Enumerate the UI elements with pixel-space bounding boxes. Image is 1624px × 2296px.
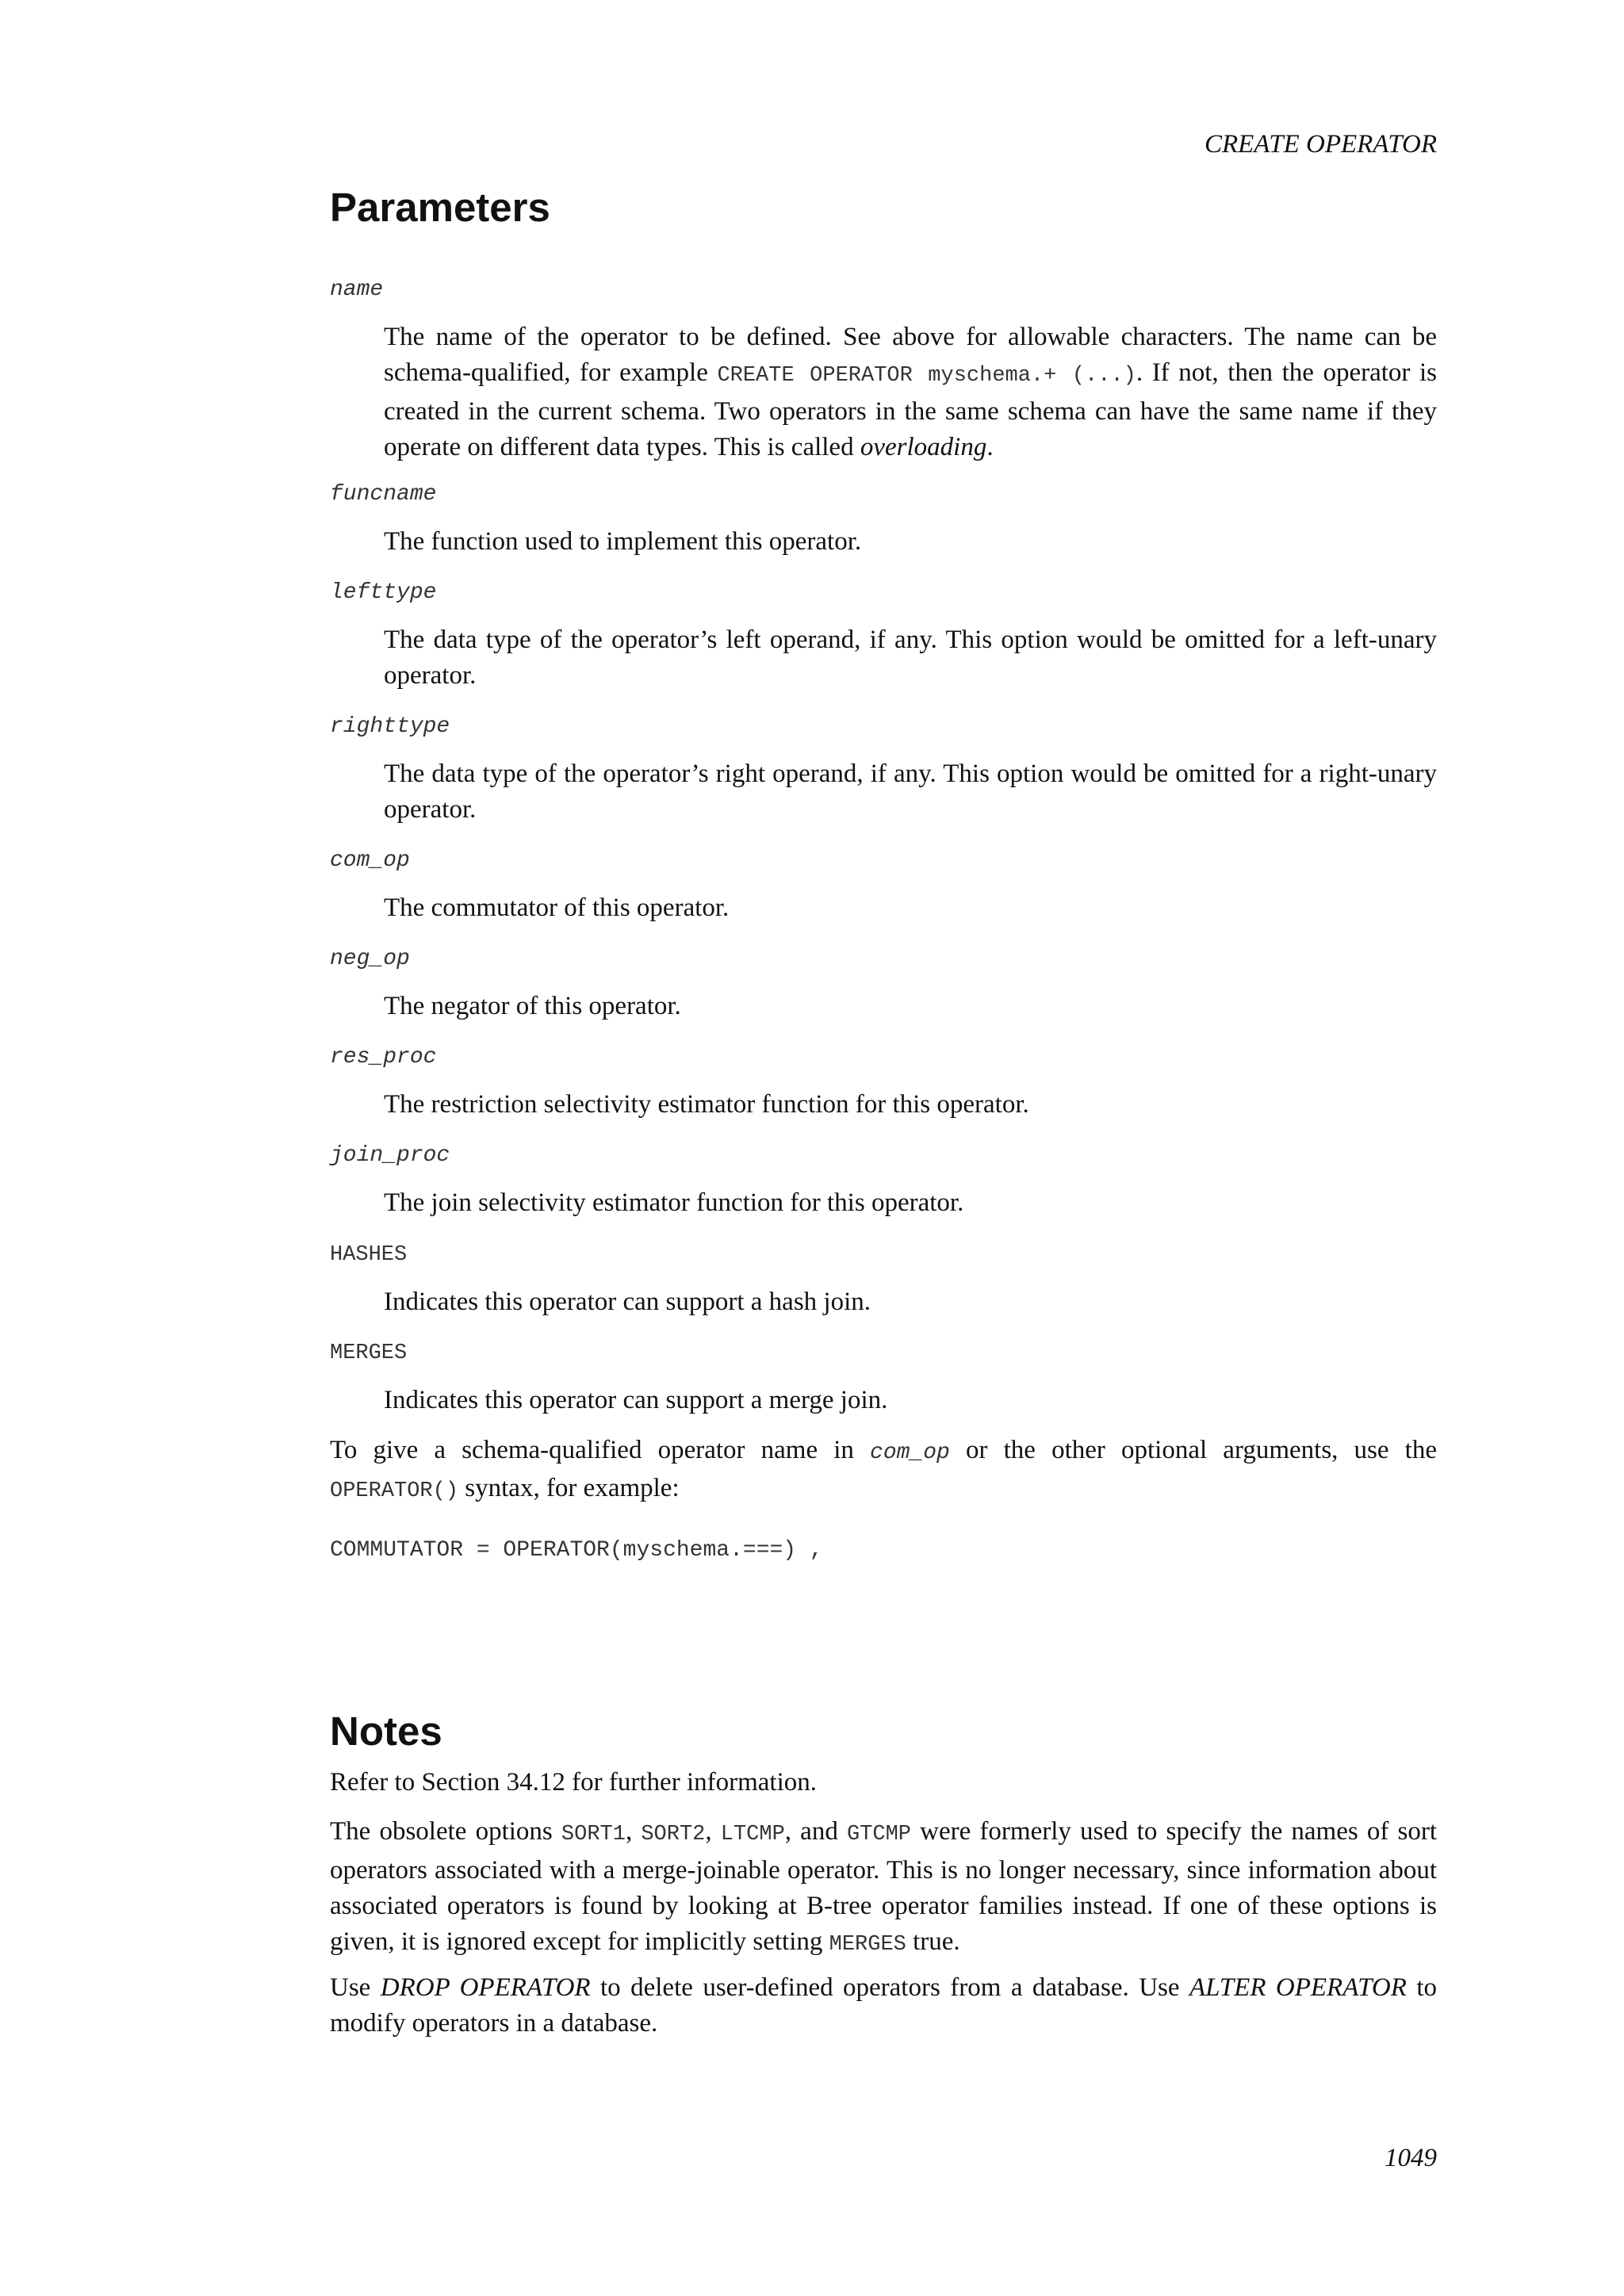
- param-term-com-op: com_op: [330, 848, 410, 873]
- notes-p2-code-sort2: SORT2: [641, 1823, 706, 1846]
- param-term-lefttype: lefttype: [330, 580, 437, 605]
- param-desc-name-text-3: .: [986, 433, 994, 461]
- schema-qualified-note: [330, 1433, 1437, 1510]
- schema-note-text-1: To give a schema-qualified operator name in: [330, 1436, 871, 1464]
- notes-paragraph-3: [330, 1970, 1437, 2042]
- param-desc-hashes: Indicates this operator can support a hash join.: [384, 1288, 871, 1316]
- notes-p3-text-1: Use: [330, 1973, 381, 2002]
- page-number: 1049: [1385, 2144, 1437, 2172]
- param-desc-neg-op: The negator of this operator.: [384, 992, 681, 1020]
- notes-p2-code-gtcmp: GTCMP: [846, 1823, 911, 1846]
- notes-p2-code-ltcmp: LTCMP: [720, 1823, 785, 1846]
- param-desc-name-text-2: . If not, then the operator is created in the current schema. Two operators in the same schema can have the same name if they operate on different data types. This is called: [384, 358, 1437, 461]
- param-desc-com-op: The commutator of this operator.: [384, 894, 730, 922]
- notes-p3-alter-operator: ALTER OPERATOR: [1189, 1973, 1407, 2002]
- param-term-join-proc: join_proc: [330, 1143, 450, 1168]
- param-term-funcname: funcname: [330, 482, 437, 507]
- param-term-merges: MERGES: [330, 1341, 408, 1365]
- notes-p3-text-2: to delete user-defined operators from a database. Use: [590, 1973, 1189, 2002]
- running-head: CREATE OPERATOR: [1204, 130, 1437, 159]
- notes-paragraph-2: [330, 1814, 1437, 1963]
- param-desc-res-proc: The restriction selectivity estimator function for this operator.: [384, 1090, 1029, 1119]
- param-desc-lefttype: The data type of the operator’s left operand, if any. This option would be omitted for a left-unary operator.: [384, 626, 1437, 690]
- schema-note-code-operator: OPERATOR(): [330, 1479, 459, 1503]
- notes-p2-sep-2: ,: [705, 1817, 721, 1846]
- notes-p3-drop-operator: DROP OPERATOR: [380, 1973, 591, 2002]
- document-page: [330, 0, 1437, 2296]
- param-desc-name: [384, 320, 1437, 465]
- param-desc-name-text-1: The name of the operator to be defined. See above for allowable characters. The name can be schema-qualified, for example: [384, 323, 1437, 387]
- notes-p2-sep-1: ,: [625, 1817, 642, 1846]
- param-term-righttype: righttype: [330, 714, 450, 739]
- param-desc-name-code: CREATE OPERATOR myschema.+ (...): [717, 364, 1136, 388]
- notes-p2-text-2: were formerly used to specify the names of sort operators associated with a merge-joinable operator. This is no longer necessary, since information about associated operators is found by looking at B-tree operator families instead. If one of these options is given, it is ignored except for implicitly setting: [330, 1817, 1437, 1956]
- param-term-neg-op: neg_op: [330, 947, 410, 971]
- notes-heading: Notes: [330, 1709, 442, 1754]
- param-term-name: name: [330, 277, 384, 302]
- param-term-hashes: HASHES: [330, 1243, 408, 1267]
- param-desc-funcname: The function used to implement this operator.: [384, 527, 862, 556]
- schema-note-code-com-op: com_op: [870, 1441, 950, 1465]
- notes-p3-text-3: to modify operators in a database.: [330, 1973, 1438, 2038]
- notes-paragraph-1: Refer to Section 34.12 for further information.: [330, 1768, 817, 1797]
- schema-note-text-2: or the other optional arguments, use the: [949, 1436, 1437, 1464]
- param-desc-righttype: The data type of the operator’s right operand, if any. This option would be omitted for a right-unary operator.: [384, 760, 1437, 824]
- schema-note-text-3: syntax, for example:: [458, 1474, 680, 1502]
- notes-p2-text-1: The obsolete options: [330, 1817, 561, 1846]
- param-term-res-proc: res_proc: [330, 1045, 437, 1070]
- notes-p2-code-merges: MERGES: [829, 1933, 906, 1957]
- notes-p2-sep-3: , and: [784, 1817, 847, 1846]
- parameters-heading: Parameters: [330, 185, 550, 230]
- notes-p2-text-3: true.: [906, 1927, 960, 1956]
- notes-p2-code-sort1: SORT1: [561, 1823, 626, 1846]
- commutator-code-example: COMMUTATOR = OPERATOR(myschema.===) ,: [330, 1538, 823, 1563]
- param-desc-merges: Indicates this operator can support a merge join.: [384, 1386, 888, 1414]
- param-desc-join-proc: The join selectivity estimator function for this operator.: [384, 1188, 964, 1217]
- param-desc-name-emphasis: overloading: [860, 433, 987, 461]
